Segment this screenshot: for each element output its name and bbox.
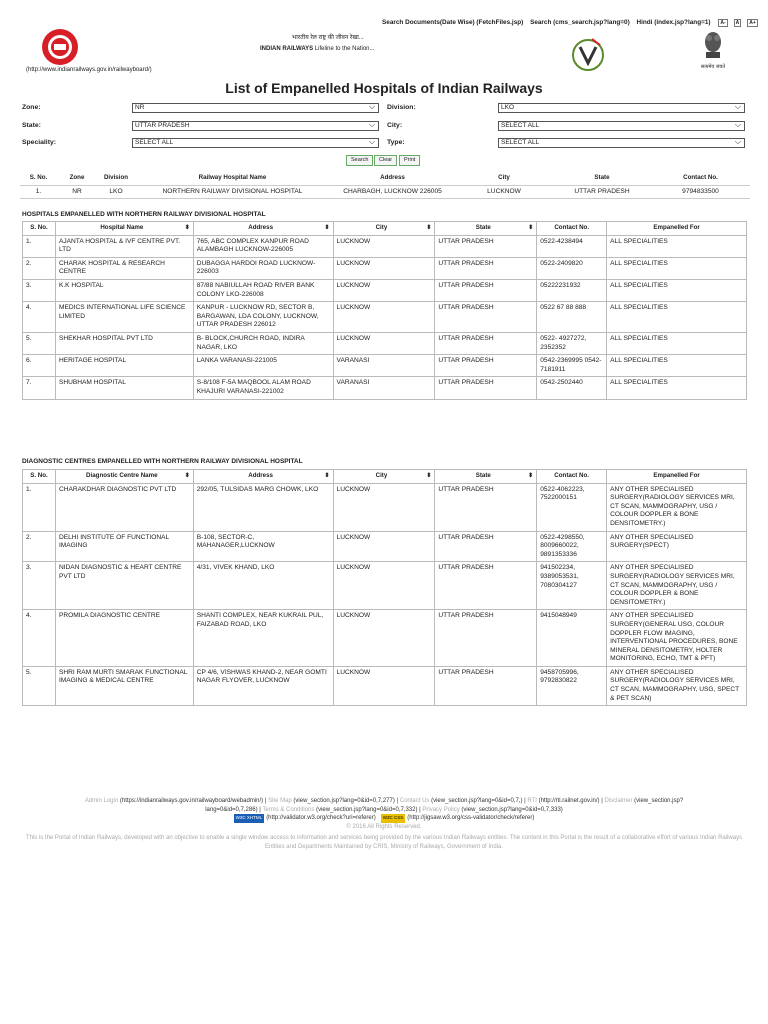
cell-name: HERITAGE HOSPITAL [55,355,193,377]
search-documents-link[interactable]: Search Documents(Date Wise) (FetchFiles.jsp) [382,19,524,26]
cell-name: SHUBHAM HOSPITAL [55,377,193,399]
col-centre-name[interactable]: Diagnostic Centre Name ⬍ [55,470,193,484]
cell: LUCKNOW [455,185,553,199]
cell-empanelled-for: ALL SPECIALITIES [607,279,747,301]
cell: UTTAR PRADESH [553,185,651,199]
cell-city: VARANASI [333,355,435,377]
chevron-down-icon: ⌵ [368,137,375,146]
col-hospital-name[interactable]: Hospital Name ⬍ [55,222,193,236]
cell-state: UTTAR PRADESH [435,235,537,257]
speciality-label: Speciality: [22,139,56,146]
cell-contact: 941502234, 9389053531, 7080304127 [537,562,607,610]
admin-login-link[interactable]: Admin Login [84,798,119,804]
state-label: State: [22,122,41,129]
cell-city: LUCKNOW [333,279,435,301]
cell-empanelled-for: ANY OTHER SPECIALISED SURGERY(RADIOLOGY SERVICES MRI, CT SCAN, MAMMOGRAPHY, USG / COLOUR DOPPLER & BONE DENSITOMETRY.) [607,483,747,531]
railway-hospital-table [20,172,750,199]
emblem-icon [700,28,726,62]
cell: NORTHERN RAILWAY DIVISIONAL HOSPITAL [135,185,330,199]
cell-sno: 4. [23,610,56,667]
page-title: List of Empanelled Hospitals of Indian Railways [225,80,543,96]
col-contact: Contact No. [537,222,607,236]
diagnostic-table [22,469,747,706]
hindi-tagline: भारतीय रेल राष्ट्र की जीवन रेखा... [292,35,364,41]
col-zone: Zone [57,172,97,185]
cell-address: SHANTI COMPLEX, NEAR KUKRAIL PUL, FAIZABAD ROAD, LKO [193,610,333,667]
cell-empanelled-for: ALL SPECIALITIES [607,257,747,279]
cell-name: NIDAN DIAGNOSTIC & HEART CENTRE PVT LTD [55,562,193,610]
cell-sno: 3. [23,562,56,610]
col-empanelled-for: Empanelled For [607,470,747,484]
cell-sno: 6. [23,355,56,377]
cell-address: LANKA VARANASI-221005 [193,355,333,377]
copyright: © 2016 All Rights Reserved. [346,823,422,830]
table-row [23,355,747,377]
cell-sno: 1. [23,235,56,257]
cell-contact: 0522- 4927272, 2352352 [537,332,607,354]
table-header-row [23,470,747,484]
table-row [23,235,747,257]
sort-icon[interactable]: ⬍ [324,225,330,231]
sort-icon[interactable]: ⬍ [528,473,534,479]
cell-empanelled-for: ALL SPECIALITIES [607,355,747,377]
type-label: Type: [387,139,405,146]
cell-state: UTTAR PRADESH [435,279,537,301]
w3c-css-badge-icon[interactable]: W3C CSS [381,814,406,823]
indian-railways-logo[interactable] [38,27,82,69]
cell: NR [57,185,97,199]
validator-links [20,814,748,823]
city-select[interactable]: SELECT ALL ⌵ [498,121,745,131]
cell-empanelled-for: ANY OTHER SPECIALISED SURGERY(RADIOLOGY SERVICES MRI, CT SCAN, MAMMOGRAPHY, USG / COLOUR DOPPLER & BONE DENSITOMETRY.) [607,562,747,610]
cell: CHARBAGH, LUCKNOW 226005 [330,185,455,199]
col-sno: S. No. [23,470,56,484]
city-label: City: [387,122,403,129]
chevron-down-icon: ⌵ [734,102,741,111]
font-decrease-button[interactable]: A- [720,20,726,26]
xhtml-validator-link[interactable]: (http://validator.w3.org/check?uri=referer) [266,815,376,821]
cell-state: UTTAR PRADESH [435,257,537,279]
font-normal-button[interactable]: A [735,20,740,26]
privacy-policy-link[interactable]: Privacy Policy [422,806,460,813]
cell-city: LUCKNOW [333,302,435,333]
cell-address: B-108, SECTOR-C, MAHANAGER,LUCKNOW [193,531,333,562]
col-division: Division [97,172,135,185]
cell-city: LUCKNOW [333,666,435,705]
col-contact: Contact No. [651,172,750,185]
table-row [20,185,750,199]
col-state: State [553,172,651,185]
cell-empanelled-for: ALL SPECIALITIES [607,377,747,399]
cell-address: KANPUR - LUCKNOW RD, SECTOR B, BARGAWAN, LDA COLONY, LUCKNOW, UTTAR PRADESH 226012 [193,302,333,333]
cell-state: UTTAR PRADESH [435,377,537,399]
cell-state: UTTAR PRADESH [435,666,537,705]
print-button[interactable]: Print [399,155,420,166]
chevron-down-icon: ⌵ [368,102,375,111]
cell-name: DELHI INSTITUTE OF FUNCTIONAL IMAGING [55,531,193,562]
col-sno: S. No. [23,222,56,236]
cell-sno: 5. [23,666,56,705]
footer [20,797,748,851]
speciality-select[interactable]: SELECT ALL ⌵ [132,138,379,148]
cell: LKO [97,185,135,199]
type-select[interactable]: SELECT ALL ⌵ [498,138,745,148]
cell-sno: 3. [23,279,56,301]
search-button[interactable]: Search [346,155,373,166]
site-url[interactable]: (http://www.indianrailways.gov.in/railwayboard/) [26,67,152,73]
col-state[interactable]: State ⬍ [435,470,537,484]
cell-state: UTTAR PRADESH [435,562,537,610]
cell-city: LUCKNOW [333,483,435,531]
font-increase-button[interactable]: A+ [749,20,756,26]
cell-state: UTTAR PRADESH [435,531,537,562]
cell-city: LUCKNOW [333,235,435,257]
cell-contact: 9415048949 [537,610,607,667]
col-state[interactable]: State ⬍ [435,222,537,236]
cell-contact: 0542-2369995 0542-7181911 [537,355,607,377]
col-empanelled-for: Empanelled For [607,222,747,236]
cell-state: UTTAR PRADESH [435,332,537,354]
cell-name: CHARAK HOSPITAL & RESEARCH CENTRE [55,257,193,279]
footer-links-line1: Admin Login (https://indianrailways.gov.in/railwayboard/webadmin/) | Site Map (view_section.jsp?lang=0&id=0,7,277) | Contact Us (view_section.jsp?lang=0&id=0,7,) | RTI (http://rti.railnet.gov.in/) | Disclaimer (view_section.jsp? [84,798,684,804]
cell-address: CP 4/6, VISHWAS KHAND-2, NEAR GOMTI NAGAR FLYOVER, LUCKNOW [193,666,333,705]
cell-city: LUCKNOW [333,531,435,562]
cell-state: UTTAR PRADESH [435,610,537,667]
cell-sno: 2. [23,531,56,562]
division-select[interactable]: LKO ⌵ [498,103,745,113]
cell-city: VARANASI [333,377,435,399]
cell-empanelled-for: ALL SPECIALITIES [607,332,747,354]
cell-sno: 1. [23,483,56,531]
table-row [23,666,747,705]
contact-us-link[interactable]: Contact Us [399,798,430,804]
cell-city: LUCKNOW [333,562,435,610]
cell: 1. [20,185,57,199]
chevron-down-icon: ⌵ [734,120,741,129]
sitemap-link[interactable]: Site Map [268,798,292,804]
col-sno: S. No. [20,172,57,185]
cell-sno: 2. [23,257,56,279]
emblem-caption: सत्यमेव जयते [700,64,726,70]
cell-name: PROMILA DIAGNOSTIC CENTRE [55,610,193,667]
css-validator-link[interactable]: (http://jigsaw.w3.org/css-validator/check/referer) [407,815,535,821]
cell-name: K.K HOSPITAL [55,279,193,301]
hospitals-table [22,221,747,400]
cell-address: 87/88 NABIULLAH ROAD RIVER BANK COLONY LKO-226008 [193,279,333,301]
top-links [382,19,763,27]
cell-name: CHARAKDHAR DIAGNOSTIC PVT LTD [55,483,193,531]
table-row [23,483,747,531]
cell-sno: 4. [23,302,56,333]
col-railway-hospital-name: Railway Hospital Name [135,172,330,185]
cell-contact: 05222231932 [537,279,607,301]
col-address: Address [330,172,455,185]
footer-disclaimer: This is the Portal of Indian Railways, developed with an objective to enable a single window access to information and services being provided by the various Indian Railways entities. The content in this Portal is the result of a collaborative effort of various Indian Railways Entities and Departments Maintained by CRIS, Ministry of Railways, Government of India. [25,835,743,850]
cell-name: SHRI RAM MURTI SMARAK FUNCTIONAL IMAGING & MEDICAL CENTRE [55,666,193,705]
cell-address: B- BLOCK,CHURCH ROAD, INDIRA NAGAR, LKO [193,332,333,354]
col-city[interactable]: City ⬍ [333,470,435,484]
hindi-link[interactable]: Hindi (index.jsp?lang=1) [636,19,711,26]
cell-empanelled-for: ANY OTHER SPECIALISED SURGERY(SPECT) [607,531,747,562]
swachh-bharat-logo[interactable] [566,33,610,75]
rti-link[interactable]: RTI [527,798,537,804]
hospitals-section-title: HOSPITALS EMPANELLED WITH NORTHERN RAILWAY DIVISIONAL HOSPITAL [22,211,266,218]
col-city: City [455,172,553,185]
cell-empanelled-for: ANY OTHER SPECIALISED SURGERY(GENERAL USG, COLOUR DOPPLER FLOW IMAGING, INTERVENTIONAL PROCEDURES, BONE MINERAL DENSITOMETRY, HOLTER MONITORING, ECHO, TMT & PFT) [607,610,747,667]
cell-name: MEDICS INTERNATIONAL LIFE SCIENCE LIMITED [55,302,193,333]
cell-address: 292/05, TULSIDAS MARG CHOWK, LKO [193,483,333,531]
division-label: Division: [387,104,416,111]
diagnostic-section-title: DIAGNOSTIC CENTRES EMPANELLED WITH NORTHERN RAILWAY DIVISIONAL HOSPITAL [22,458,303,465]
sort-icon[interactable]: ⬍ [528,225,534,231]
state-select[interactable]: UTTAR PRADESH ⌵ [132,121,379,131]
cell-state: UTTAR PRADESH [435,483,537,531]
cell-contact: 0522-2409820 [537,257,607,279]
col-city[interactable]: City ⬍ [333,222,435,236]
cell-empanelled-for: ALL SPECIALITIES [607,235,747,257]
table-row [23,302,747,333]
cell-city: LUCKNOW [333,610,435,667]
sort-icon[interactable]: ⬍ [184,225,190,231]
table-row [23,332,747,354]
col-contact: Contact No. [537,470,607,484]
chevron-down-icon: ⌵ [734,137,741,146]
table-header-row [23,222,747,236]
cell-contact: 0522-4062223, 7522000151 [537,483,607,531]
sort-icon[interactable]: ⬍ [184,473,190,479]
cell-state: UTTAR PRADESH [435,302,537,333]
cell-address: S-8/108 F-5A MAQBOOL ALAM ROAD KHAJURI VARANASI-221002 [193,377,333,399]
table-row [23,377,747,399]
table-row [23,257,747,279]
sort-icon[interactable]: ⬍ [426,473,432,479]
cell-contact: 0522-4298550, 8009660022, 9891353336 [537,531,607,562]
cell-address: DUBAGGA HARDOI ROAD LUCKNOW-226003 [193,257,333,279]
cell-city: LUCKNOW [333,257,435,279]
cell-contact: 0542-2502440 [537,377,607,399]
w3c-xhtml-badge-icon[interactable]: W3C XHTML [234,814,265,823]
cell-address: 765, ABC COMPLEX KANPUR ROAD ALAMBAGH LUCKNOW-226005 [193,235,333,257]
disclaimer-link[interactable]: Disclaimer [604,798,633,804]
cell-empanelled-for: ALL SPECIALITIES [607,302,747,333]
cell: 9794833500 [651,185,750,199]
cell-city: LUCKNOW [333,332,435,354]
national-emblem [695,28,731,70]
cell-contact: 9458705996, 9792830822 [537,666,607,705]
col-address[interactable]: Address ⬍ [193,470,333,484]
cell-sno: 5. [23,332,56,354]
cell-contact: 0522 67 88 888 [537,302,607,333]
footer-links-line2: lang=0&id=0,7,286) | Terms & Conditions (view_section.jsp?lang=0&id=0,7,332) | Privacy Policy (view_section.jsp?lang=0&id=0,7,333) [205,806,563,813]
cell-name: SHEKHAR HOSPITAL PVT LTD [55,332,193,354]
chevron-down-icon: ⌵ [368,120,375,129]
table-header-row [20,172,750,185]
zone-select[interactable]: NR ⌵ [132,103,379,113]
cell-name: AJANTA HOSPITAL & IVF CENTRE PVT. LTD [55,235,193,257]
terms-link[interactable]: Terms & Conditions [262,806,315,813]
cell-state: UTTAR PRADESH [435,355,537,377]
cell-address: 4/31, VIVEK KHAND, LKO [193,562,333,610]
sort-icon[interactable]: ⬍ [324,473,330,479]
cell-empanelled-for: ANY OTHER SPECIALISED SURGERY(RADIOLOGY SERVICES MRI, CT SCAN, MAMMOGRAPHY, USG, SPECT & PET SCAN) [607,666,747,705]
table-row [23,531,747,562]
sort-icon[interactable]: ⬍ [426,225,432,231]
zone-label: Zone: [22,104,41,111]
table-row [23,562,747,610]
cell-sno: 7. [23,377,56,399]
table-row [23,279,747,301]
table-row [23,610,747,667]
col-address[interactable]: Address ⬍ [193,222,333,236]
search-link[interactable]: Search (cms_search.jsp?lang=0) [530,19,630,26]
tagline: INDIAN RAILWAYS Lifeline to the Nation... [260,46,375,52]
cell-contact: 0522-4238494 [537,235,607,257]
clear-button[interactable]: Clear [374,155,397,166]
